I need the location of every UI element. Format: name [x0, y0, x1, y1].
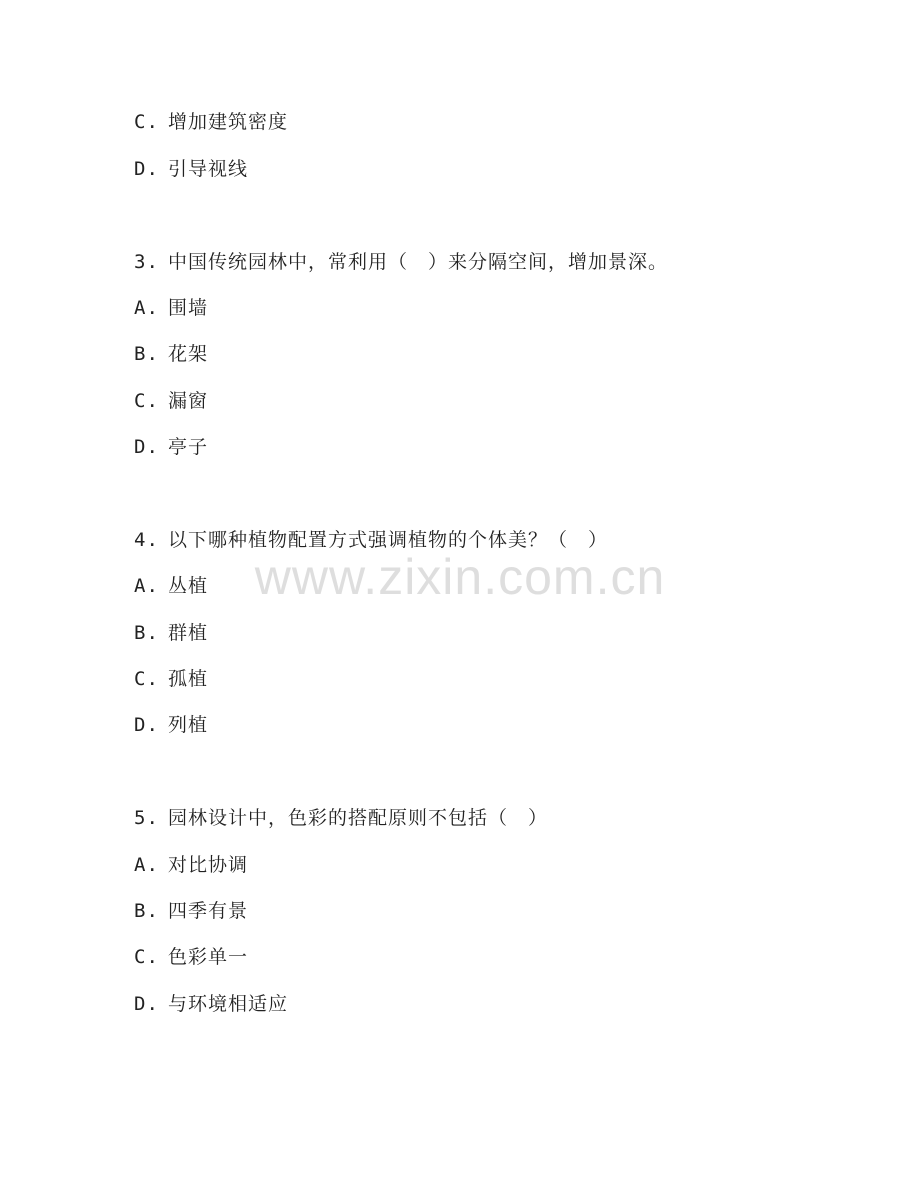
- question-3-stem: [134, 250, 668, 274]
- question-number: 3.: [134, 251, 159, 273]
- q3-option-b: [134, 342, 208, 366]
- watermark: www.zixin.com.cn: [254, 549, 666, 605]
- option-text: 色彩单一: [168, 946, 249, 968]
- q5-option-d: [134, 992, 288, 1016]
- option-label: D.: [134, 714, 159, 736]
- option-label: C.: [134, 668, 159, 690]
- option-c-prev: [134, 110, 288, 134]
- q4-option-c: [134, 667, 208, 691]
- option-label: C.: [134, 390, 159, 412]
- q3-option-c: [134, 389, 208, 413]
- option-text: 丛植: [168, 575, 209, 597]
- question-number: 5.: [134, 807, 159, 829]
- option-label: C.: [134, 111, 159, 133]
- question-5-stem: [134, 806, 548, 830]
- option-label: C.: [134, 946, 159, 968]
- option-text: 亭子: [168, 436, 209, 458]
- option-label: A.: [134, 575, 159, 597]
- option-text: 漏窗: [168, 390, 209, 412]
- option-text: 群植: [168, 622, 209, 644]
- option-text: 增加建筑密度: [168, 111, 289, 133]
- option-label: D.: [134, 993, 159, 1015]
- question-text: 园林设计中，色彩的搭配原则不包括（ ）: [168, 807, 549, 829]
- option-text: 引导视线: [168, 158, 249, 180]
- q4-option-d: [134, 713, 208, 737]
- q4-option-a: [134, 574, 208, 598]
- q5-option-b: [134, 899, 248, 923]
- option-text: 花架: [168, 343, 209, 365]
- q3-option-a: [134, 296, 208, 320]
- question-text: 以下哪种植物配置方式强调植物的个体美？（ ）: [168, 529, 609, 551]
- option-label: A.: [134, 854, 159, 876]
- q5-option-a: [134, 853, 248, 877]
- option-label: D.: [134, 158, 159, 180]
- option-text: 围墙: [168, 297, 209, 319]
- option-label: B.: [134, 900, 159, 922]
- option-label: A.: [134, 297, 159, 319]
- q4-option-b: [134, 621, 208, 645]
- option-label: B.: [134, 622, 159, 644]
- option-text: 孤植: [168, 668, 209, 690]
- option-text: 对比协调: [168, 854, 249, 876]
- q3-option-d: [134, 435, 208, 459]
- question-text: 中国传统园林中，常利用（ ）来分隔空间，增加景深。: [168, 251, 669, 273]
- option-label: D.: [134, 436, 159, 458]
- q5-option-c: [134, 945, 248, 969]
- option-label: B.: [134, 343, 159, 365]
- option-text: 四季有景: [168, 900, 249, 922]
- option-d-prev: [134, 157, 248, 181]
- option-text: 列植: [168, 714, 209, 736]
- option-text: 与环境相适应: [168, 993, 289, 1015]
- question-number: 4.: [134, 529, 159, 551]
- question-4-stem: [134, 528, 608, 552]
